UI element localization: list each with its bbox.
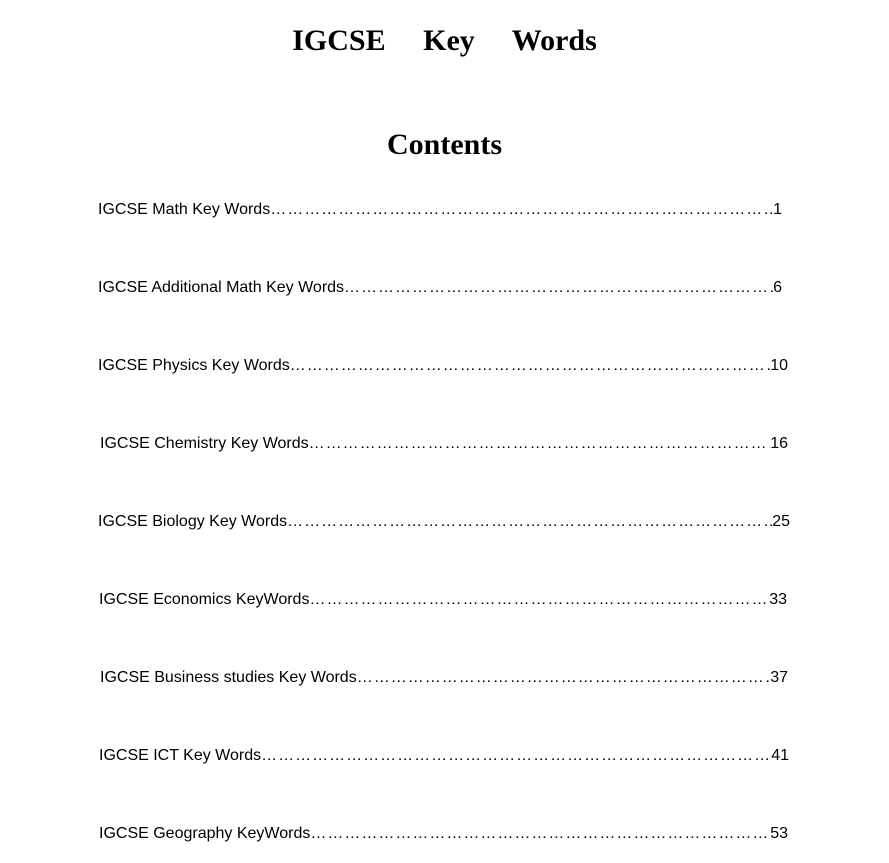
dot-leader xyxy=(357,666,771,690)
dot-leader xyxy=(261,744,771,768)
toc-entry-page-number: 10 xyxy=(770,357,788,374)
toc-entry-page-number: 6 xyxy=(773,279,782,296)
toc-entry-page-number: 41 xyxy=(771,747,789,764)
toc-entry-physics[interactable] xyxy=(98,354,788,378)
toc-entry-label: IGCSE Additional Math Key Words xyxy=(98,279,345,296)
toc-entry-page-number: 37 xyxy=(770,669,788,686)
toc-entry-label: IGCSE Biology Key Words xyxy=(98,513,288,530)
toc-entry-page-number: 25 xyxy=(772,513,790,530)
dot-leader xyxy=(290,354,770,378)
toc-entry-label: IGCSE Business studies Key Words xyxy=(100,669,357,686)
dot-leader xyxy=(309,432,771,456)
contents-heading: Contents xyxy=(386,128,502,161)
toc-entry-label: IGCSE Geography KeyWords xyxy=(99,825,311,842)
toc-entry-ict[interactable] xyxy=(99,744,789,768)
dot-leader xyxy=(310,822,770,846)
toc-entry-label: IGCSE Math Key Words xyxy=(98,201,271,218)
toc-entry-label: IGCSE ICT Key Words xyxy=(99,747,262,764)
toc-entry-biology[interactable] xyxy=(98,510,790,534)
toc-entry-page-number: 1 xyxy=(773,201,782,218)
toc-entry-label: IGCSE Economics KeyWords xyxy=(99,591,310,608)
dot-leader xyxy=(344,276,773,300)
toc-entry-economics[interactable] xyxy=(99,588,787,612)
toc-entry-geography[interactable] xyxy=(99,822,788,846)
dot-leader xyxy=(287,510,772,534)
dot-leader xyxy=(270,198,773,222)
document-title: IGCSE Key Words xyxy=(292,24,597,57)
toc-entry-page-number: 16 xyxy=(770,435,788,452)
dot-leader xyxy=(309,588,769,612)
toc-entry-page-number: 33 xyxy=(769,591,787,608)
toc-entry-label: IGCSE Physics Key Words xyxy=(98,357,290,374)
toc-entry-additional-math[interactable] xyxy=(98,276,782,300)
toc-entry-chemistry[interactable] xyxy=(100,432,788,456)
toc-entry-math[interactable] xyxy=(98,198,782,222)
toc-entry-page-number: 53 xyxy=(770,825,788,842)
toc-entry-label: IGCSE Chemistry Key Words xyxy=(100,435,309,452)
toc-entry-business-studies[interactable] xyxy=(100,666,788,690)
